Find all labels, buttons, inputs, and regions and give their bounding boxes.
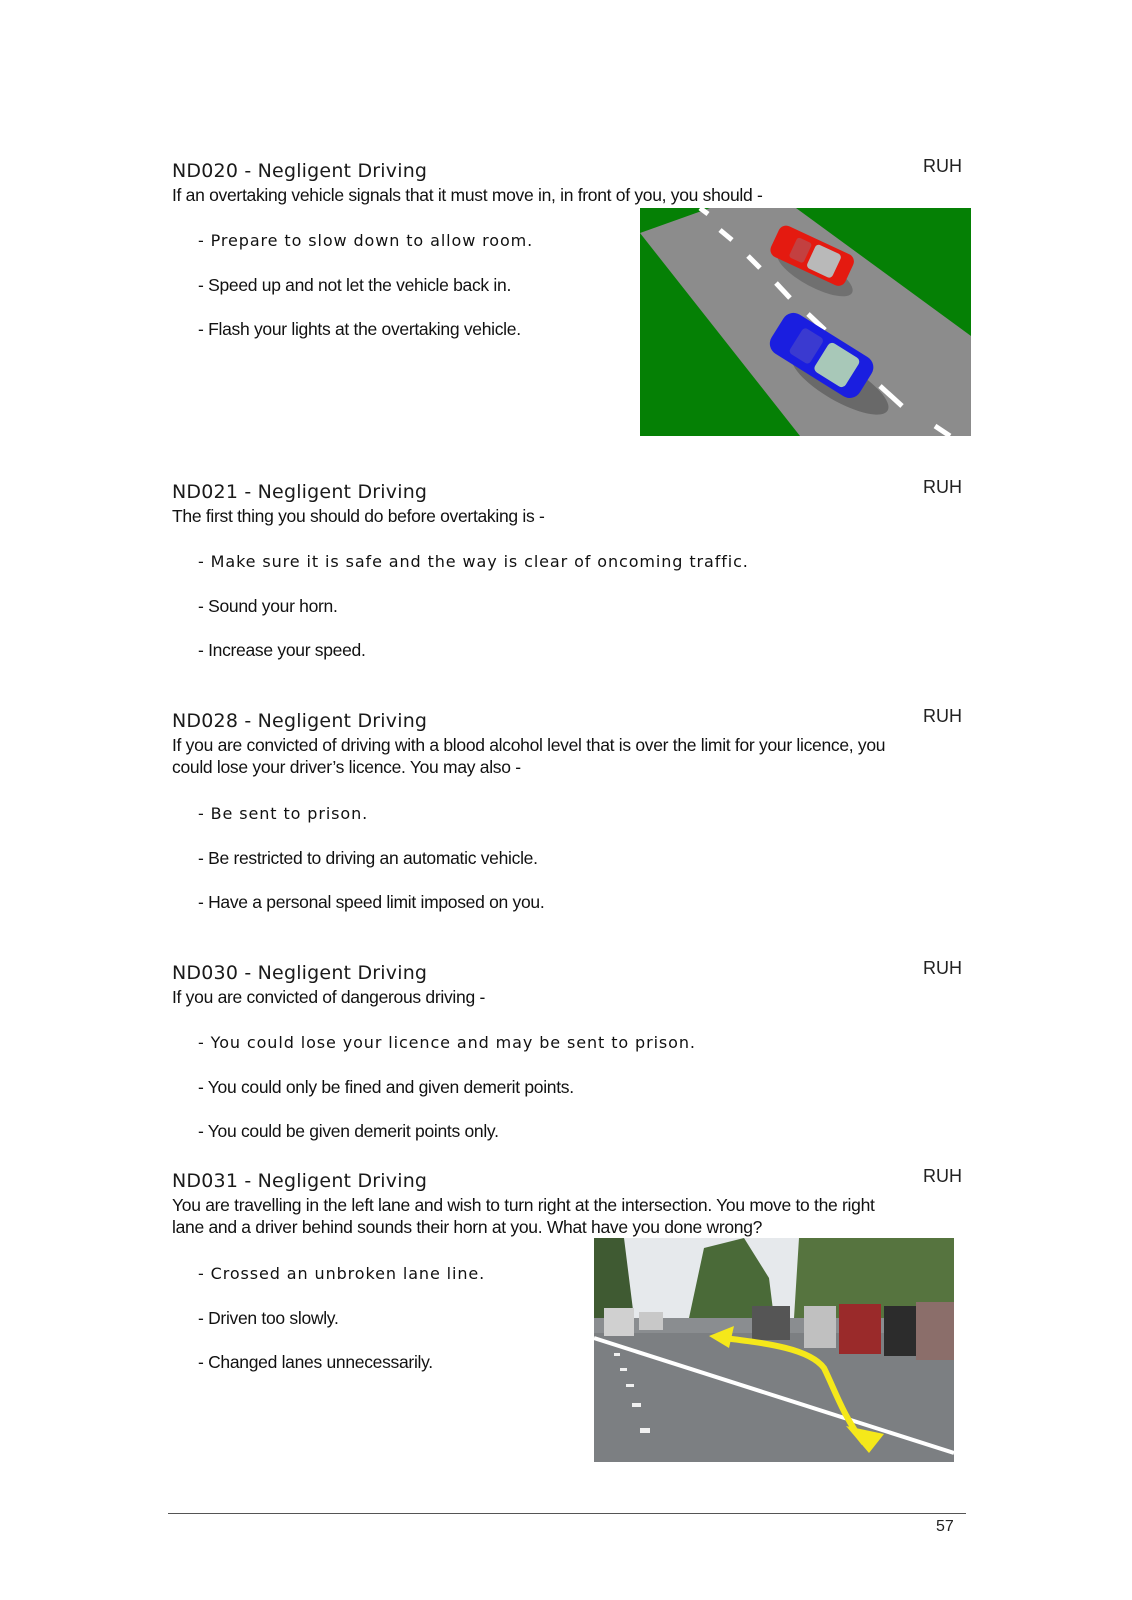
answer-option: - Prepare to slow down to allow room. <box>198 231 534 250</box>
answer-option: - Flash your lights at the overtaking vehicle. <box>198 319 521 339</box>
question-text: The first thing you should do before overtaking is - <box>172 506 545 526</box>
answer-option: - Crossed an unbroken lane line. <box>198 1264 486 1283</box>
question-text-line: You are travelling in the left lane and wish to turn right at the intersection. You move to the right <box>172 1195 875 1215</box>
answer-option: - You could only be fined and given demerit points. <box>198 1077 574 1097</box>
question-title: ND028 - Negligent Driving <box>172 710 428 732</box>
overtaking-cars-illustration <box>640 208 971 436</box>
question-tag: RUH <box>923 1166 962 1186</box>
question-text-line: If you are convicted of driving with a blood alcohol level that is over the limit for your licence, you <box>172 735 886 755</box>
answer-option: - Make sure it is safe and the way is clear of oncoming traffic. <box>198 552 749 571</box>
question-text: If an overtaking vehicle signals that it must move in, in front of you, you should - <box>172 185 763 205</box>
lane-change-road-photo <box>594 1238 954 1462</box>
answer-option: - Be restricted to driving an automatic vehicle. <box>198 848 538 868</box>
question-text <box>172 1194 875 1238</box>
question-title: ND030 - Negligent Driving <box>172 962 428 984</box>
answer-option: - Speed up and not let the vehicle back in. <box>198 275 512 295</box>
question-text-line: lane and a driver behind sounds their horn at you. What have you done wrong? <box>172 1217 763 1237</box>
answer-option: - Sound your horn. <box>198 596 338 616</box>
question-text: If you are convicted of dangerous driving - <box>172 987 485 1007</box>
answer-option: - Changed lanes unnecessarily. <box>198 1352 433 1372</box>
question-nd021 <box>172 477 962 681</box>
road-photo-icon <box>594 1238 954 1462</box>
answer-option: - Driven too slowly. <box>198 1308 339 1328</box>
page-number: 57 <box>936 1518 954 1535</box>
question-text <box>172 734 885 778</box>
question-tag: RUH <box>923 958 962 978</box>
question-nd028 <box>172 706 962 930</box>
answer-option: - Be sent to prison. <box>198 804 369 823</box>
answer-option: - Have a personal speed limit imposed on you. <box>198 892 545 912</box>
question-title: ND021 - Negligent Driving <box>172 481 428 503</box>
road-illustration-icon <box>640 208 971 436</box>
question-nd030 <box>172 958 962 1162</box>
question-text-line: could lose your driver’s licence. You may also - <box>172 757 521 777</box>
question-tag: RUH <box>923 477 962 497</box>
question-tag: RUH <box>923 706 962 726</box>
question-title: ND020 - Negligent Driving <box>172 160 428 182</box>
answer-option: - You could lose your licence and may be sent to prison. <box>198 1033 696 1052</box>
question-tag: RUH <box>923 156 962 176</box>
answer-option: - Increase your speed. <box>198 640 366 660</box>
footer-divider <box>168 1513 966 1514</box>
question-title: ND031 - Negligent Driving <box>172 1170 428 1192</box>
answer-option: - You could be given demerit points only. <box>198 1121 499 1141</box>
